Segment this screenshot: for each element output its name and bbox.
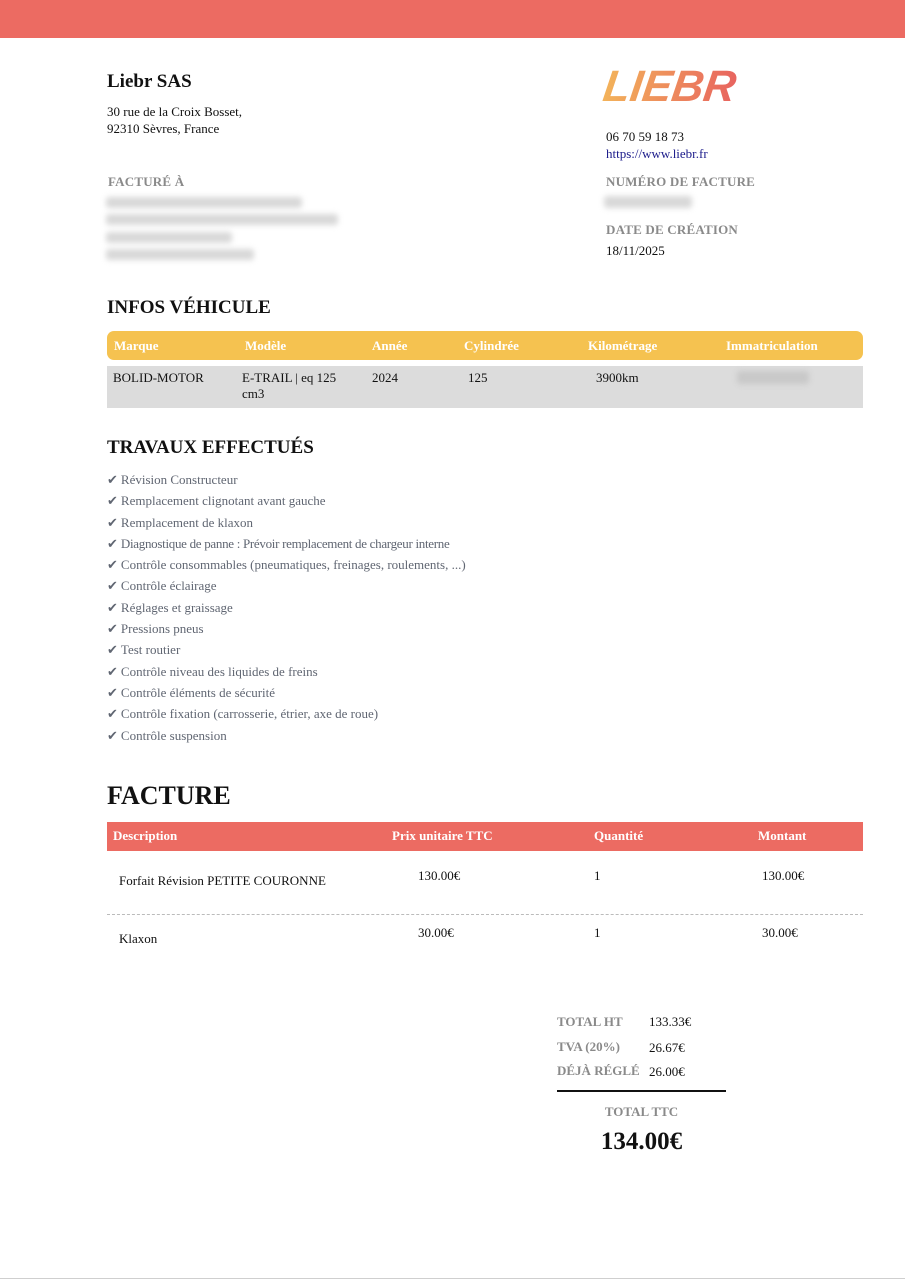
work-item: ✔ Contrôle fixation (carrosserie, étrier, axe de roue) — [107, 706, 379, 722]
works-list — [107, 472, 466, 749]
company-website-link[interactable]: https://www.liebr.fr — [606, 146, 708, 161]
redacted-billing-line — [106, 197, 302, 208]
checkmark-icon: ✔ — [107, 642, 118, 658]
work-item: ✔ Diagnostique de panne : Prévoir remplacement de chargeur interne — [107, 535, 450, 551]
redacted-billing-line — [106, 232, 232, 243]
total-ttc-value: 134.00€ — [600, 1128, 683, 1155]
vehicle-header-cylinder: Cylindrée — [464, 338, 519, 353]
checkmark-icon: ✔ — [107, 663, 118, 679]
checkmark-icon: ✔ — [107, 684, 118, 700]
invoice-line-quantity: 1 — [594, 868, 601, 883]
vehicle-header-mileage: Kilométrage — [588, 338, 658, 353]
work-item: ✔ Réglages et graissage — [107, 599, 233, 615]
checkmark-icon: ✔ — [107, 514, 118, 530]
invoice-line-unit-price: 130.00€ — [418, 868, 461, 883]
invoice-line-unit-price: 30.00€ — [418, 925, 454, 940]
invoice-section-title: FACTURE — [107, 781, 231, 810]
tva-value: 26.67€ — [649, 1040, 685, 1055]
work-item: ✔ Contrôle éléments de sécurité — [107, 684, 276, 700]
vehicle-cylinder: 125 — [468, 370, 488, 385]
billed-to-label: FACTURÉ À — [108, 174, 185, 189]
redacted-billing-line — [106, 249, 254, 260]
vehicle-section-title: INFOS VÉHICULE — [107, 297, 271, 318]
company-name: Liebr SAS — [107, 71, 192, 92]
invoice-header-quantity: Quantité — [594, 828, 644, 843]
vehicle-year: 2024 — [372, 370, 398, 385]
vehicle-header-model: Modèle — [245, 338, 287, 353]
work-item: ✔ Pressions pneus — [107, 621, 204, 637]
checkmark-icon: ✔ — [107, 472, 118, 487]
work-item: ✔ Test routier — [107, 642, 181, 658]
totals-divider — [557, 1090, 726, 1092]
vehicle-model-line2: cm3 — [242, 386, 265, 401]
already-paid-value: 26.00€ — [649, 1064, 685, 1079]
checkmark-icon: ✔ — [107, 706, 118, 722]
checkmark-icon: ✔ — [107, 557, 118, 573]
page-bottom-border — [0, 1278, 905, 1279]
already-paid-label: DÉJÀ RÉGLÉ — [557, 1063, 640, 1078]
work-item: ✔ Contrôle consommables (pneumatiques, freinages, roulements, ...) — [107, 557, 466, 573]
company-address-line2: 92310 Sèvres, France — [107, 121, 220, 136]
invoice-line-amount: 30.00€ — [762, 925, 798, 940]
header-accent-bar — [0, 0, 905, 38]
checkmark-icon: ✔ — [107, 535, 118, 551]
invoice-header-amount: Montant — [758, 828, 807, 843]
work-item: ✔ Contrôle suspension — [107, 727, 227, 743]
redacted-plate — [737, 371, 809, 384]
works-section-title: TRAVAUX EFFECTUÉS — [107, 437, 314, 458]
total-ht-label: TOTAL HT — [557, 1014, 623, 1029]
work-item: ✔ Remplacement de klaxon — [107, 514, 254, 530]
invoice-row-divider — [107, 914, 863, 915]
liebr-logo — [600, 56, 740, 112]
work-item: ✔ Contrôle éclairage — [107, 578, 217, 594]
redacted-billing-line — [106, 214, 338, 225]
checkmark-icon: ✔ — [107, 727, 118, 743]
company-address-line1: 30 rue de la Croix Bosset, — [107, 104, 243, 119]
total-ttc-label: TOTAL TTC — [604, 1104, 679, 1119]
vehicle-header-year: Année — [372, 338, 408, 353]
vehicle-model-line1: E-TRAIL | eq 125 — [242, 370, 337, 385]
work-item: ✔ Révision Constructeur — [107, 472, 238, 487]
checkmark-icon: ✔ — [107, 493, 118, 509]
redacted-invoice-number — [604, 196, 692, 208]
invoice-line-description: Forfait Révision PETITE COURONNE — [119, 873, 326, 888]
checkmark-icon: ✔ — [107, 621, 118, 637]
vehicle-header-brand: Marque — [114, 338, 159, 353]
creation-date-label: DATE DE CRÉATION — [606, 222, 739, 237]
total-ht-value: 133.33€ — [649, 1014, 692, 1029]
invoice-line-description: Klaxon — [119, 931, 158, 946]
invoice-header-description: Description — [113, 828, 178, 843]
vehicle-mileage: 3900km — [596, 370, 639, 385]
work-item: ✔ Remplacement clignotant avant gauche — [107, 493, 326, 509]
checkmark-icon: ✔ — [107, 578, 118, 594]
work-item: ✔ Contrôle niveau des liquides de freins — [107, 663, 318, 679]
invoice-header-unit-price: Prix unitaire TTC — [392, 828, 493, 843]
company-phone: 06 70 59 18 73 — [606, 129, 684, 144]
checkmark-icon: ✔ — [107, 599, 118, 615]
invoice-number-label: NUMÉRO DE FACTURE — [606, 174, 756, 189]
invoice-line-quantity: 1 — [594, 925, 601, 940]
tva-label: TVA (20%) — [557, 1039, 620, 1054]
vehicle-table-header — [107, 331, 863, 360]
creation-date-value: 18/11/2025 — [606, 243, 665, 258]
invoice-line-amount: 130.00€ — [762, 868, 805, 883]
vehicle-header-plate: Immatriculation — [726, 338, 818, 353]
logo-text: LIEBR — [600, 62, 740, 111]
vehicle-brand: BOLID-MOTOR — [113, 370, 204, 385]
invoice-table-header — [107, 822, 863, 851]
